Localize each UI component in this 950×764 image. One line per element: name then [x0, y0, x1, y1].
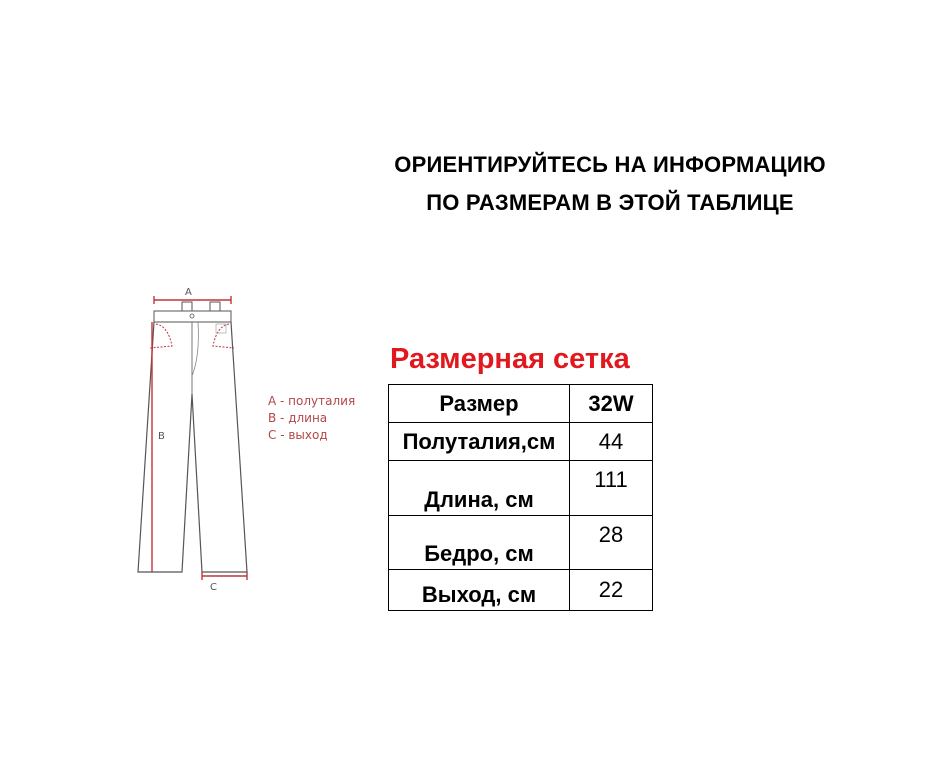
legend-item: B - длина — [268, 411, 328, 425]
row-value-cell: 28 — [570, 516, 653, 570]
pants-waistband — [154, 311, 231, 322]
heading-line-2: ПО РАЗМЕРАМ В ЭТОЙ ТАБЛИЦЕ — [426, 190, 794, 215]
legend-item: A - полуталия — [268, 394, 356, 408]
row-label-cell: Длина, см — [389, 461, 570, 516]
row-value-cell: 22 — [570, 570, 653, 611]
table-row — [389, 461, 653, 516]
table-row — [389, 570, 653, 611]
row-value-cell: 44 — [570, 423, 653, 461]
header-size-cell: 32W — [570, 385, 653, 423]
measurement-legend — [268, 393, 355, 444]
measure-c-label: C — [210, 582, 217, 593]
table-header-row — [389, 385, 653, 423]
table-row — [389, 423, 653, 461]
measure-b-label: B — [158, 431, 165, 442]
measure-a-label: A — [185, 287, 192, 298]
heading-line-1: ОРИЕНТИРУЙТЕСЬ НА ИНФОРМАЦИЮ — [394, 152, 826, 177]
row-value-cell: 111 — [570, 461, 653, 516]
table-row — [389, 516, 653, 570]
row-label-cell: Полуталия,см — [389, 423, 570, 461]
pants-button — [190, 314, 194, 318]
legend-item: C - выход — [268, 428, 328, 442]
row-label-cell: Выход, см — [389, 570, 570, 611]
size-chart-title: Размерная сетка — [390, 343, 630, 375]
pants-diagram — [130, 276, 255, 596]
belt-loop — [210, 302, 220, 311]
row-label-cell: Бедро, см — [389, 516, 570, 570]
header-label-cell: Размер — [389, 385, 570, 423]
page-heading — [330, 146, 890, 222]
belt-loop — [182, 302, 192, 311]
size-table — [388, 384, 653, 611]
